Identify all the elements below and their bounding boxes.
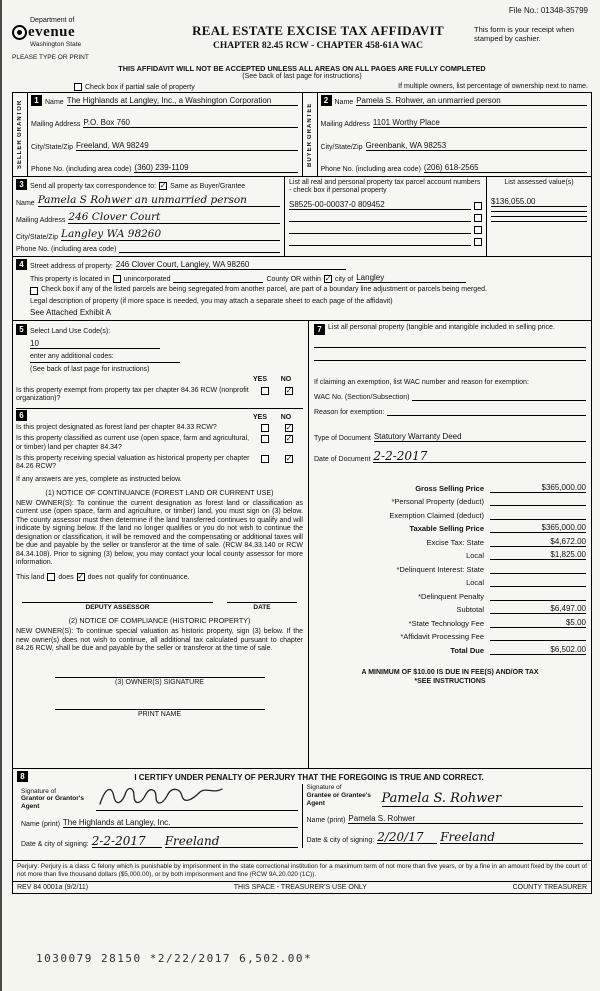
correspondence-phone-field[interactable]: [119, 252, 280, 253]
grantor-signature-scribble: [96, 784, 226, 810]
land-use-label: Select Land Use Code(s):: [30, 328, 111, 335]
revenue-logo-icon: [12, 25, 27, 40]
seller-grantor-side-label: SELLER GRANTOR: [13, 93, 28, 176]
wac-label: WAC No. (Section/Subsection): [314, 394, 410, 401]
section-8-number: 8: [17, 771, 28, 782]
buyer-section: [303, 93, 592, 176]
located-in-label: This property is located in: [30, 276, 110, 284]
owners-signature-line[interactable]: [55, 666, 265, 678]
parcel-number-field[interactable]: [289, 221, 471, 222]
correspondence-name-label: Name: [16, 199, 35, 207]
compliance-body: NEW OWNER(S): To continue special valuation as historic property, sign (3) below. If the new owner(s) does not wish to continue, all additional tax calculated pursuant to chapter 84.26 RCW, shall be due and payable by the seller or transferor at the time of sale.: [16, 627, 303, 653]
partial-sale-checkbox[interactable]: [74, 83, 82, 91]
continuance-heading: (1) NOTICE OF CONTINUANCE (FOREST LAND OR CURRENT USE): [45, 487, 274, 497]
deputy-assessor-signature-line[interactable]: [22, 591, 213, 603]
correspondence-section: [13, 177, 591, 257]
seller-city-label: City/State/Zip: [31, 143, 74, 151]
grantee-name-print-field[interactable]: Pamela S. Rohwer: [348, 814, 583, 824]
additional-codes-field[interactable]: [30, 362, 180, 363]
fin-label: Total Due: [450, 645, 484, 655]
fin-label: *Affidavit Processing Fee: [400, 632, 484, 641]
buyer-mailing-label: Mailing Address: [320, 121, 370, 129]
fin-label: Local: [466, 551, 484, 560]
current-use-no-checkbox[interactable]: ✓: [285, 434, 293, 444]
assessed-header: List assessed value(s): [504, 179, 574, 186]
grantor-name-print-field[interactable]: The Highlands at Langley, Inc.: [63, 818, 298, 828]
certification-section: [13, 769, 591, 861]
fin-value[interactable]: [490, 510, 586, 520]
buyer-grantee-side-label: BUYER GRANTEE: [303, 93, 318, 176]
segregated-checkbox[interactable]: [30, 287, 38, 295]
section-3-number: 3: [16, 179, 27, 190]
fin-label: *Delinquent Penalty: [418, 591, 484, 601]
land-use-column: [13, 321, 309, 768]
this-land-label: This land: [16, 573, 45, 581]
personal-property-line-2[interactable]: [314, 360, 586, 361]
minimum-due-note: A MINIMUM OF $10.00 IS DUE IN FEE(S) AND/OR TAX: [361, 668, 539, 676]
section-5-number: 5: [16, 324, 27, 335]
buyer-name-field[interactable]: Pamela S. Rohwer, an unmarried person: [356, 96, 587, 106]
fin-label: Subtotal: [456, 605, 484, 614]
doc-type-field[interactable]: Statutory Warranty Deed: [374, 432, 586, 442]
perjury-notice: Perjury: Perjury is a class C felony which is punishable by imprisonment in the state correctional institution for a maximum term of not more than five years, or by a fine in an amount fixed by the court of not more than five thousand dollars ($5,000.00), or by both imprisonment and fine (RCW 9A.20.020 (1C)).: [13, 861, 591, 882]
doc-date-label: Date of Document: [314, 456, 371, 463]
forest-no-checkbox[interactable]: ✓: [285, 422, 293, 432]
exempt-yes-checkbox[interactable]: [261, 387, 269, 395]
street-address-field[interactable]: 246 Clover Court, Langley, WA 98260: [116, 260, 346, 270]
parcel-header: List all real and personal property tax parcel account numbers - check box if personal property: [289, 179, 481, 195]
buyer-phone-label: Phone No. (including area code): [320, 165, 421, 173]
buyer-mailing-field[interactable]: 1101 Worthy Place: [373, 118, 587, 128]
parcel-number-field[interactable]: [289, 233, 471, 234]
seller-mailing-field[interactable]: P.O. Box 760: [83, 118, 297, 128]
county-field[interactable]: [173, 282, 263, 283]
seller-city-field[interactable]: Freeland, WA 98249: [76, 141, 297, 151]
parcel-personal-checkbox[interactable]: [474, 214, 482, 222]
same-as-buyer-checkbox[interactable]: ✓: [159, 181, 167, 190]
correspondence-mailing-label: Mailing Address: [16, 216, 66, 224]
logo-department-of: Department of: [30, 17, 75, 24]
county-or-label: County OR within: [266, 276, 321, 284]
fin-value[interactable]: [490, 591, 586, 601]
deputy-date-label: DATE: [253, 603, 271, 611]
legal-description-value[interactable]: See Attached Exhibit A: [30, 307, 111, 317]
receipt-note: This form is your receipt when stamped by cashier.: [474, 25, 575, 44]
fin-label: Gross Selling Price: [415, 483, 484, 493]
assessed-value-field[interactable]: [491, 216, 587, 217]
assessed-value-field[interactable]: $136,055.00: [491, 197, 587, 207]
same-as-buyer-label: Same as Buyer/Grantee: [170, 183, 246, 190]
section6-yes-header: YES: [252, 413, 267, 421]
grantor-signature[interactable]: [96, 784, 298, 811]
fin-value[interactable]: [490, 496, 586, 506]
parcel-number-field[interactable]: [289, 245, 471, 246]
fin-value[interactable]: $6,497.00: [490, 604, 586, 614]
buyer-city-label: City/State/Zip: [320, 143, 363, 151]
current-use-yes-checkbox[interactable]: [261, 435, 269, 443]
logo-revenue-text: evenue: [28, 24, 76, 40]
fin-label: Exemption Claimed (deduct): [389, 510, 484, 520]
grantee-city-field[interactable]: Freeland: [440, 831, 583, 844]
treasurer-space-label: THIS SPACE - TREASURER'S USE ONLY: [233, 884, 367, 891]
grantee-signature[interactable]: Pamela S. Rohwer: [382, 791, 584, 807]
section-1-number: 1: [31, 95, 42, 106]
seller-phone-label: Phone No. (including area code): [31, 165, 132, 173]
parcel-personal-checkbox[interactable]: [474, 226, 482, 234]
buyer-phone-field[interactable]: (206) 618-2565: [424, 163, 587, 173]
correspondence-name-field[interactable]: Pamela S Rohwer an unmarried person: [38, 195, 280, 207]
assessed-value-column: [487, 177, 591, 256]
see-back-note: (See back of last page for instructions): [242, 73, 362, 80]
buyer-city-field[interactable]: Greenbank, WA 98253: [366, 141, 587, 151]
continuance-body: NEW OWNER(S): To continue the current designation as forest land or classification as current use (open space, farm and agriculture, or timber) land, you must sign on (3) below. The county assessor must then determine if the land transferred continues to qualify and will indicate by signing below. If the land no longer qualifies or you do not wish to continue the designation or classification, it will be removed and the compensating or additional taxes will be due and payable by the seller or transferor at the time of sale. (RCW 84.33.140 or RCW 84.34.108). Prior to signing (3) below, you may contact your local county assessor for more information.: [16, 499, 303, 567]
assessed-value-field[interactable]: [491, 211, 587, 212]
land-does-not-checkbox[interactable]: ✓: [77, 571, 84, 581]
form-body: [12, 92, 592, 894]
parcel-personal-checkbox[interactable]: [474, 238, 482, 246]
grantor-name-print-label: Name (print): [21, 821, 60, 828]
logo-block: [12, 17, 162, 61]
qualify-label: qualify for continuance.: [117, 573, 190, 581]
cashier-stamp: 1030079 28150 *2/22/2017 6,502.00*: [36, 952, 313, 965]
fin-value[interactable]: [490, 631, 586, 641]
section5-see-back: (See back of last page for instructions): [30, 366, 150, 373]
form-header: [12, 17, 592, 61]
form-title: REAL ESTATE EXCISE TAX AFFIDAVIT: [192, 23, 444, 38]
wac-field[interactable]: [412, 400, 586, 401]
land-does-checkbox[interactable]: [47, 573, 55, 581]
section-4-number: 4: [16, 259, 27, 270]
current-use-question: Is this property classified as current use (open space, farm and agricultural, or timber) land per chapter 84.34?: [16, 435, 250, 451]
property-location-section: [13, 257, 591, 321]
grantor-city-field[interactable]: Freeland: [165, 835, 298, 848]
section5-no-header: NO: [280, 376, 292, 383]
doc-date-field[interactable]: 2-2-2017: [373, 450, 586, 463]
does-label: does: [58, 573, 74, 581]
tax-computation-column: [309, 321, 591, 768]
grantee-date-city-label: Date & city of signing:: [306, 837, 375, 845]
exempt-question: Is this property exempt from property tax per chapter 84.36 RCW (nonprofit organization)?: [16, 387, 249, 403]
correspondence-city-label: City/State/Zip: [16, 233, 59, 241]
segregated-label: Check box if any of the listed parcels are being segregated from another parcel, are part of a boundary line adjustment or parcels being merged.: [41, 286, 487, 294]
logo-washington-state: Washington State: [30, 41, 82, 48]
historic-yes-checkbox[interactable]: [261, 455, 269, 463]
exempt-no-checkbox[interactable]: ✓: [285, 386, 293, 395]
grantee-name-print-label: Name (print): [306, 817, 346, 825]
partial-sale-label: Check box if partial sale of property: [85, 83, 195, 91]
deputy-date-line[interactable]: [227, 591, 297, 603]
unincorporated-label: unincorporated: [123, 276, 171, 284]
completion-warning: THIS AFFIDAVIT WILL NOT BE ACCEPTED UNLESS ALL AREAS ON ALL PAGES ARE FULLY COMPLETED: [118, 64, 486, 73]
rev-number: REV 84 0001a (9/2/11): [17, 884, 89, 891]
fin-value[interactable]: $365,000.00: [490, 523, 586, 533]
exemption-label: If claiming an exemption, list WAC number and reason for exemption:: [314, 379, 529, 386]
grantee-date-field[interactable]: 2/20/17: [377, 831, 437, 844]
grantor-date-city-label: Date & city of signing:: [21, 841, 89, 848]
fin-label: Local: [466, 578, 484, 587]
grantor-signature-label: Signature of Grantor or Grantor's Agent: [21, 787, 84, 811]
fin-label: *Delinquent Interest: State: [396, 564, 484, 574]
forest-yes-checkbox[interactable]: [261, 424, 269, 432]
owners-signature-label: (3) OWNER(S) SIGNATURE: [115, 678, 204, 686]
fin-label: *State Technology Fee: [408, 618, 484, 628]
parcel-number-field[interactable]: S8525-00-00037-0 809452: [289, 200, 471, 210]
fin-value[interactable]: $4,672.00: [490, 537, 586, 547]
fin-value[interactable]: $6,502.00: [490, 645, 586, 655]
form-subtitle: CHAPTER 82.45 RCW - CHAPTER 458-61A WAC: [213, 41, 423, 51]
reason-label: Reason for exemption:: [314, 409, 385, 416]
send-correspondence-label: Send all property tax correspondence to:: [30, 183, 157, 190]
historic-question: Is this property receiving special valuation as historical property per chapter 84.26 RCW?: [16, 454, 250, 471]
personal-property-label: List all personal property (tangible and intangible included in selling price.: [328, 324, 555, 331]
print-name-line[interactable]: [55, 698, 265, 710]
print-name-label: PRINT NAME: [137, 710, 182, 718]
forest-land-question: Is this project designated as forest land per chapter 84.33 RCW?: [16, 423, 217, 431]
section5-yes-header: YES: [252, 376, 267, 383]
fin-label: Excise Tax: State: [426, 537, 484, 547]
seller-name-field[interactable]: The Highlands at Langley, Inc., a Washington Corporation: [67, 96, 298, 106]
fin-value[interactable]: $365,000.00: [490, 483, 586, 493]
city-of-field[interactable]: Langley: [356, 273, 466, 283]
correspondence-phone-label: Phone No. (including area code): [16, 246, 117, 253]
city-of-checkbox[interactable]: ✓: [324, 274, 332, 284]
fin-value[interactable]: $5.00: [490, 618, 586, 628]
section-6-number: 6: [16, 410, 27, 421]
form-footer: [13, 882, 591, 893]
fin-label: *Personal Property (deduct): [391, 497, 484, 506]
seller-mailing-label: Mailing Address: [31, 121, 81, 129]
certify-statement: I CERTIFY UNDER PENALTY OF PERJURY THAT THE FOREGOING IS TRUE AND CORRECT.: [134, 773, 484, 782]
personal-property-line-1[interactable]: [314, 347, 586, 348]
file-number: File No.: 01348-35799: [508, 6, 588, 15]
seller-name-label: Name: [45, 99, 64, 106]
historic-no-checkbox[interactable]: ✓: [285, 453, 293, 463]
grantee-signature-label: Signature of Grantee or Grantee's Agent: [306, 784, 371, 807]
parcel-numbers-column: [285, 177, 487, 256]
fin-value[interactable]: $1,825.00: [490, 550, 586, 560]
parcel-personal-checkbox[interactable]: [474, 202, 482, 210]
section-7-number: 7: [314, 324, 325, 335]
compliance-heading: (2) NOTICE OF COMPLIANCE (HISTORIC PROPERTY): [68, 615, 251, 625]
reason-field[interactable]: [387, 415, 586, 416]
unincorporated-checkbox[interactable]: [113, 275, 121, 283]
fin-label: Taxable Selling Price: [409, 524, 484, 533]
fin-value[interactable]: [490, 564, 586, 574]
correspondence-city-field[interactable]: Langley WA 98260: [61, 229, 280, 241]
grantor-date-field[interactable]: 2-2-2017: [92, 835, 162, 848]
see-instructions-note: *SEE INSTRUCTIONS: [414, 677, 486, 685]
doc-type-label: Type of Document: [314, 435, 371, 442]
deputy-assessor-label: DEPUTY ASSESSOR: [85, 603, 150, 611]
does-not-label: does not: [87, 573, 115, 581]
additional-codes-label: enter any additional codes:: [30, 353, 114, 360]
please-type-or-print-label: PLEASE TYPE OR PRINT: [12, 54, 89, 61]
legal-description-label: Legal description of property (if more space is needed, you may attach a separate sheet to each page of the affidavit): [30, 297, 393, 305]
seller-phone-field[interactable]: (360) 239-1109: [134, 163, 297, 173]
land-use-code-field[interactable]: 10: [30, 339, 160, 349]
section6-no-header: NO: [280, 413, 292, 421]
seller-section: [13, 93, 303, 176]
county-treasurer-label: COUNTY TREASURER: [512, 884, 587, 891]
correspondence-mailing-field[interactable]: 246 Clover Court: [68, 212, 280, 224]
street-address-label: Street address of property:: [30, 263, 113, 270]
city-of-label: city of: [334, 276, 354, 284]
buyer-name-label: Name: [334, 99, 354, 106]
section-2-number: 2: [321, 95, 332, 106]
multiple-owners-note: If multiple owners, list percentage of ownership next to name.: [398, 83, 588, 90]
assessed-value-field[interactable]: [491, 221, 587, 222]
fin-value[interactable]: [490, 577, 586, 587]
if-yes-note: If any answers are yes, complete as instructed below.: [16, 475, 182, 483]
